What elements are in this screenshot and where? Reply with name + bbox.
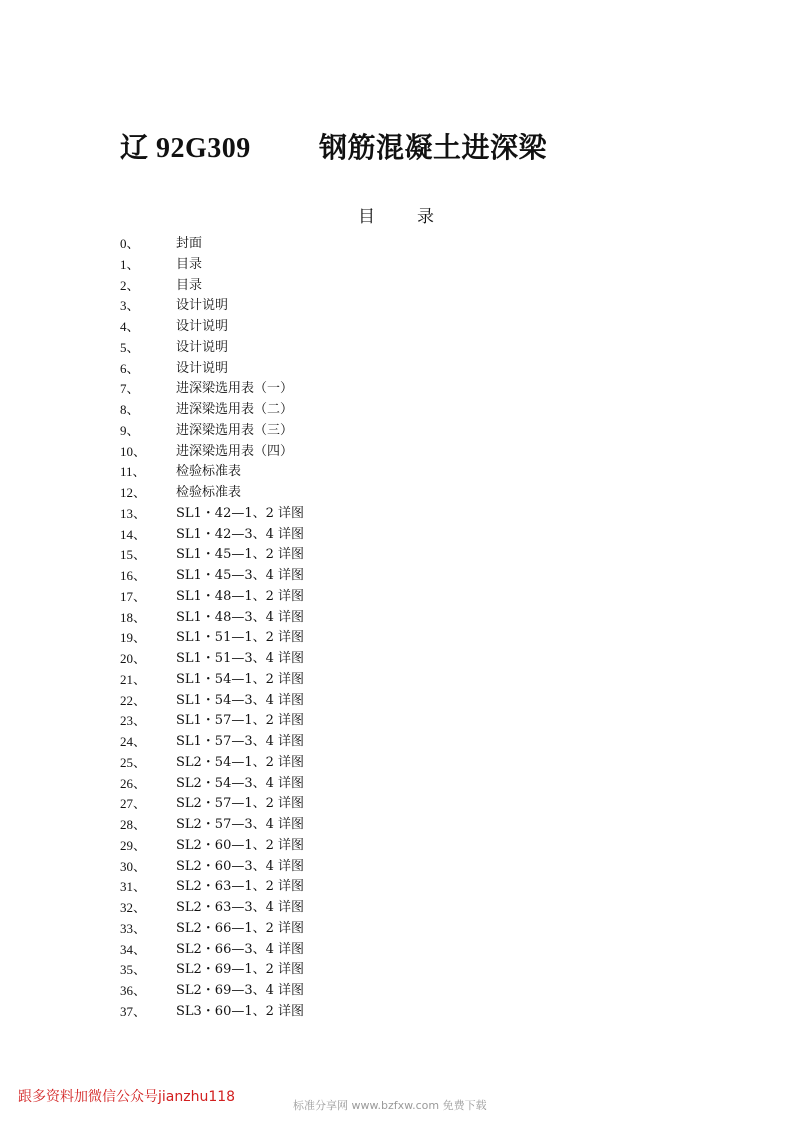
standard-code: 辽 92G309 (120, 133, 251, 164)
toc-item-number: 9、 (120, 422, 140, 438)
toc-item-text: 设计说明 (176, 339, 229, 355)
toc-item-number: 6、 (120, 360, 140, 376)
toc-item-number: 16、 (120, 568, 147, 583)
toc-item-number: 4、 (120, 319, 140, 334)
toc-item (120, 857, 304, 878)
toc-item (120, 836, 304, 857)
toc-item (120, 711, 304, 732)
toc-item-number: 29、 (120, 837, 147, 853)
toc-item-text: SL2・69—3、4 详图 (176, 983, 305, 998)
toc-item-text: SL2・54—1、2 详图 (176, 754, 305, 770)
toc-item-number: 7、 (120, 381, 140, 397)
toc-item-number: 35、 (120, 962, 147, 978)
toc-item-number: 26、 (120, 775, 147, 791)
toc-item-text: 进深梁选用表（一） (176, 381, 294, 397)
toc-item-number: 2、 (120, 277, 140, 293)
toc-heading-left: 目 (358, 207, 375, 227)
toc-item-number: 14、 (120, 526, 147, 542)
toc-item-number: 33、 (120, 920, 147, 936)
toc-item-number: 5、 (120, 339, 140, 355)
toc-item-number: 23、 (120, 713, 147, 729)
toc-item-text: SL1・45—1、2 详图 (176, 547, 305, 563)
toc-item-number: 24、 (120, 734, 147, 749)
toc-item-number: 36、 (120, 983, 147, 998)
toc-item-text: SL1・48—3、4 详图 (176, 609, 305, 625)
toc-item (120, 898, 304, 919)
toc-item-text: 进深梁选用表（三） (176, 422, 294, 438)
toc-item-number: 19、 (120, 630, 147, 646)
toc-item-text: SL1・42—3、4 详图 (176, 526, 305, 542)
toc-item-text: SL1・45—3、4 详图 (176, 568, 305, 583)
toc-item-text: SL2・69—1、2 详图 (176, 962, 305, 978)
toc-item (120, 794, 304, 815)
toc-item (120, 504, 304, 525)
toc-item-number: 12、 (120, 485, 147, 500)
toc-item-text: SL2・60—1、2 详图 (176, 837, 305, 853)
toc-item-text: SL2・63—1、2 详图 (176, 879, 305, 895)
toc-item (120, 255, 304, 276)
toc-heading (358, 202, 434, 227)
toc-item-text: SL1・57—1、2 详图 (176, 713, 305, 729)
toc-item-number: 37、 (120, 1003, 147, 1019)
toc-item (120, 379, 304, 400)
toc-item (120, 815, 304, 836)
toc-item-number: 10、 (120, 443, 147, 459)
toc-item (120, 587, 304, 608)
toc-item (120, 421, 304, 442)
toc-heading-right: 录 (417, 207, 434, 227)
toc-item (120, 442, 304, 463)
toc-item-number: 22、 (120, 692, 147, 708)
toc-item-text: SL3・60—1、2 详图 (176, 1003, 305, 1019)
toc-item-number: 3、 (120, 298, 140, 314)
toc-item (120, 753, 304, 774)
toc-item-number: 25、 (120, 754, 147, 770)
toc-item (120, 276, 304, 297)
toc-item (120, 919, 304, 940)
toc-list (120, 234, 304, 1023)
toc-item (120, 877, 304, 898)
toc-item-text: SL2・60—3、4 详图 (176, 858, 305, 874)
toc-item (120, 940, 304, 961)
toc-item-number: 15、 (120, 547, 147, 563)
toc-item (120, 296, 304, 317)
watermark-text: 标准分享网 www.bzfxw.com 免费下载 (293, 1099, 487, 1112)
toc-item (120, 981, 304, 1002)
toc-item-number: 18、 (120, 609, 147, 625)
toc-item-text: 进深梁选用表（二） (176, 402, 294, 417)
toc-item (120, 400, 304, 421)
toc-item (120, 649, 304, 670)
toc-item (120, 483, 304, 504)
toc-item-text: SL1・54—1、2 详图 (176, 671, 305, 687)
toc-item (120, 317, 304, 338)
toc-item (120, 628, 304, 649)
toc-item-number: 31、 (120, 879, 147, 895)
toc-item (120, 234, 304, 255)
toc-item-number: 27、 (120, 796, 147, 812)
toc-item (120, 1002, 304, 1023)
toc-item-text: SL1・57—3、4 详图 (176, 734, 305, 749)
toc-item-text: SL1・42—1、2 详图 (176, 505, 305, 521)
toc-item-text: 目录 (176, 256, 203, 272)
toc-item-text: 检验标准表 (176, 464, 242, 480)
toc-item-text: SL2・66—3、4 详图 (176, 941, 305, 957)
toc-item-text: SL2・66—1、2 详图 (176, 920, 305, 936)
toc-item (120, 691, 304, 712)
toc-item-text: 检验标准表 (176, 485, 242, 500)
toc-item (120, 359, 304, 380)
toc-item-text: SL2・63—3、4 详图 (176, 900, 305, 915)
toc-item-text: SL1・54—3、4 详图 (176, 692, 305, 708)
toc-item-number: 30、 (120, 858, 147, 874)
toc-item-text: SL1・51—1、2 详图 (176, 630, 305, 646)
toc-item (120, 960, 304, 981)
toc-item-text: 目录 (176, 277, 203, 293)
toc-item-text: 设计说明 (176, 319, 229, 334)
promo-text: 跟多资料加微信公众号jianzhu118 (18, 1089, 236, 1105)
toc-item (120, 338, 304, 359)
toc-item-text: SL2・54—3、4 详图 (176, 775, 305, 791)
toc-item-number: 20、 (120, 651, 147, 666)
toc-item-number: 8、 (120, 402, 140, 417)
toc-item-text: SL1・51—3、4 详图 (176, 651, 305, 666)
toc-item-text: 设计说明 (176, 298, 229, 314)
toc-item-number: 17、 (120, 588, 147, 604)
toc-item-text: SL2・57—3、4 详图 (176, 817, 305, 832)
toc-item-number: 32、 (120, 900, 147, 915)
toc-item (120, 545, 304, 566)
toc-item (120, 566, 304, 587)
toc-item (120, 608, 304, 629)
toc-item-text: 封面 (176, 236, 203, 251)
toc-item-text: SL1・48—1、2 详图 (176, 588, 305, 604)
toc-item (120, 670, 304, 691)
toc-item-number: 21、 (120, 671, 147, 687)
title-text: 钢筋混凝土进深梁 (319, 131, 548, 164)
toc-item-number: 0、 (120, 236, 140, 251)
toc-item-number: 13、 (120, 505, 147, 521)
toc-item-text: 进深梁选用表（四） (176, 443, 294, 459)
document-title (120, 126, 547, 166)
toc-item (120, 462, 304, 483)
toc-item (120, 732, 304, 753)
toc-item (120, 525, 304, 546)
toc-item-number: 34、 (120, 941, 147, 957)
toc-item-number: 1、 (120, 256, 140, 272)
toc-item-text: SL2・57—1、2 详图 (176, 796, 305, 812)
toc-item-number: 11、 (120, 464, 146, 480)
toc-item-text: 设计说明 (176, 360, 229, 376)
toc-item-number: 28、 (120, 817, 147, 832)
toc-item (120, 774, 304, 795)
